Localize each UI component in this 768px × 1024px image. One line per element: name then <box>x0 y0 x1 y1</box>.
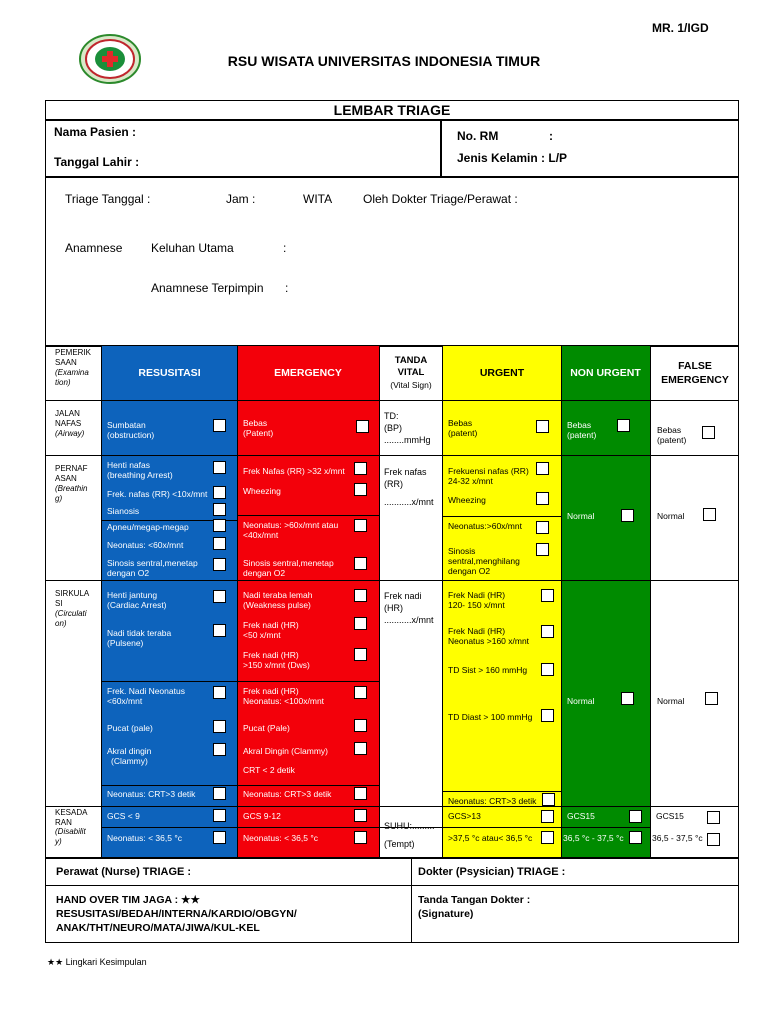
circulation-urgent-diastolic: TD Diast > 100 mmHg <box>448 712 533 722</box>
disability-false-temp: 36,5 - 37,5 °c <box>652 833 703 843</box>
circulation-resus-arrest-checkbox[interactable] <box>213 590 226 603</box>
breathing-urgent-central-cyanosis: Sinosis sentral,menghilang dengan O2 <box>448 546 520 576</box>
main-complaint-colon: : <box>283 241 287 255</box>
circulation-emerg-hr-low: Frek nadi (HR) <50 x/mnt <box>243 620 299 640</box>
breathing-resus-arrest: Henti nafas (breathing Arrest) <box>107 460 173 480</box>
circulation-resus-pale-checkbox[interactable] <box>213 720 226 733</box>
disability-emerg-gcs-checkbox[interactable] <box>354 809 367 822</box>
circulation-emerg-neonatus: Frek nadi (HR) Neonatus: <100x/mnt <box>243 686 325 706</box>
disability-false-gcs-checkbox[interactable] <box>707 811 720 824</box>
document-code: MR. 1/IGD <box>652 21 709 35</box>
circulation-emerg-neonatus-crt-checkbox[interactable] <box>354 787 367 800</box>
breathing-urgent-neonatus-checkbox[interactable] <box>536 521 549 534</box>
circulation-resus-pulseless: Nadi tidak teraba (Pulsene) <box>107 628 172 648</box>
exam-header: PEMERIK SAAN (Examina tion) <box>55 348 92 387</box>
urgent-header: URGENT <box>479 367 525 379</box>
airway-emerg-checkbox[interactable] <box>356 420 369 433</box>
circulation-label: SIRKULA SI (Circulati on) <box>55 589 90 628</box>
breathing-urgent-central-cyanosis-checkbox[interactable] <box>536 543 549 556</box>
triage-date-label: Triage Tanggal : <box>65 192 151 206</box>
breathing-false-text: Normal <box>657 511 685 521</box>
rm-colon: : <box>549 129 553 143</box>
disability-emerg-temp-checkbox[interactable] <box>354 831 367 844</box>
disability-vital-text: SUHU:......... (Tempt) <box>384 821 435 849</box>
breathing-label: PERNAF ASAN (Breathin g) <box>55 464 88 503</box>
disability-false-temp-checkbox[interactable] <box>707 833 720 846</box>
hospital-name: RSU WISATA UNIVERSITAS INDONESIA TIMUR <box>227 53 541 69</box>
disability-nonurgent-temp: 36,5 °c - 37,5 °c <box>563 833 624 843</box>
circulation-resus-pulseless-checkbox[interactable] <box>213 624 226 637</box>
breathing-nonurgent-checkbox[interactable] <box>621 509 634 522</box>
disability-resus-temp: Neonatus: < 36,5 °c <box>107 833 182 843</box>
disability-urgent-temp-checkbox[interactable] <box>541 831 554 844</box>
disability-false-gcs: GCS15 <box>656 811 684 821</box>
breathing-urgent-wheezing-checkbox[interactable] <box>536 492 549 505</box>
resuscitation-header: RESUSITASI <box>138 367 201 379</box>
circulation-urgent-crt: Neonatus: CRT>3 detik <box>448 796 537 806</box>
main-complaint-label: Keluhan Utama <box>151 241 234 255</box>
breathing-emerg-wheezing-checkbox[interactable] <box>354 483 367 496</box>
breathing-emerg-central-cyanosis-checkbox[interactable] <box>354 557 367 570</box>
circulation-resus-crt: Neonatus: CRT>3 detik <box>107 789 196 799</box>
breathing-urgent-neonatus: Neonatus:>60x/mnt <box>448 521 522 531</box>
breathing-resus-central-cyanosis-checkbox[interactable] <box>213 558 226 571</box>
anamnese-label: Anamnese <box>65 241 123 255</box>
airway-urgent-checkbox[interactable] <box>536 420 549 433</box>
gender-label: Jenis Kelamin : L/P <box>457 151 568 165</box>
airway-nonurgent-checkbox[interactable] <box>617 419 630 432</box>
patient-name-label: Nama Pasien : <box>54 125 137 139</box>
circulation-urgent-diastolic-checkbox[interactable] <box>541 709 554 722</box>
disability-urgent-gcs: GCS>13 <box>448 811 481 821</box>
time-label: Jam : <box>226 192 256 206</box>
circulation-resus-clammy: Akral dingin (Clammy) <box>107 746 152 766</box>
disability-urgent-temp: >37,5 °c atau< 36,5 °c <box>448 833 533 843</box>
doctor-triage-label: Dokter (Psysician) TRIAGE : <box>418 866 566 878</box>
breathing-urgent-wheezing: Wheezing <box>448 495 486 505</box>
circulation-emerg-clammy: Akral Dingin (Clammy) <box>243 746 329 756</box>
breathing-urgent-rr-checkbox[interactable] <box>536 462 549 475</box>
circulation-resus-neonatus-checkbox[interactable] <box>213 686 226 699</box>
circulation-urgent-hr: Frek Nadi (HR) 120- 150 x/mnt <box>448 590 506 610</box>
circulation-emerg-crt: CRT < 2 detik <box>243 765 295 775</box>
circulation-emerg-clammy-checkbox[interactable] <box>354 742 367 755</box>
circulation-false-text: Normal <box>657 696 685 706</box>
footnote: ★★ Lingkari Kesimpulan <box>47 957 147 967</box>
disability-resus-gcs: GCS < 9 <box>107 811 140 821</box>
circulation-emerg-weak-pulse: Nadi teraba lemah (Weakness pulse) <box>243 590 313 610</box>
circulation-false-checkbox[interactable] <box>705 692 718 705</box>
breathing-nonurgent-text: Normal <box>567 511 595 521</box>
guided-anamnese-label: Anamnese Terpimpin <box>151 281 264 295</box>
airway-emerg-text: Bebas (Patent) <box>243 418 274 438</box>
breathing-emerg-wheezing: Wheezing <box>243 486 281 496</box>
airway-resus-checkbox[interactable] <box>213 419 226 432</box>
guided-anamnese-colon: : <box>285 281 289 295</box>
breathing-emerg-neonatus-checkbox[interactable] <box>354 519 367 532</box>
circulation-urgent-crt-checkbox[interactable] <box>542 793 555 806</box>
disability-emerg-gcs: GCS 9-12 <box>243 811 281 821</box>
circulation-resus-pale: Pucat (pale) <box>107 723 153 733</box>
disability-emerg-temp: Neonatus: < 36,5 °c <box>243 833 318 843</box>
circulation-resus-crt-checkbox[interactable] <box>213 787 226 800</box>
disability-resus-gcs-checkbox[interactable] <box>213 809 226 822</box>
breathing-resus-rr-checkbox[interactable] <box>213 486 226 499</box>
airway-nonurgent-text: Bebas (patent) <box>567 420 597 440</box>
nurse-triage-label: Perawat (Nurse) TRIAGE : <box>56 866 192 878</box>
breathing-emerg-rr-checkbox[interactable] <box>354 462 367 475</box>
circulation-emerg-hr-high: Frek nadi (HR) >150 x/mnt (Dws) <box>243 650 310 670</box>
breathing-resus-arrest-checkbox[interactable] <box>213 461 226 474</box>
disability-nonurgent-gcs-checkbox[interactable] <box>629 810 642 823</box>
airway-false-checkbox[interactable] <box>702 426 715 439</box>
non-urgent-header: NON URGENT <box>570 367 641 379</box>
airway-label: JALAN NAFAS (Airway) <box>55 409 85 438</box>
breathing-emerg-neonatus: Neonatus: >60x/mnt atau <40x/mnt <box>243 520 339 540</box>
circulation-urgent-neonatus: Frek Nadi (HR) Neonatus >160 x/mnt <box>448 626 530 646</box>
breathing-resus-apneu-checkbox[interactable] <box>213 519 226 532</box>
vital-sign-header: TANDA VITAL (Vital Sign) <box>390 355 432 390</box>
circulation-nonurgent-text: Normal <box>567 696 595 706</box>
form-title: LEMBAR TRIAGE <box>333 102 451 118</box>
breathing-resus-cyanosis-checkbox[interactable] <box>213 503 226 516</box>
breathing-resus-central-cyanosis: Sinosis sentral,menetap dengan O2 <box>107 558 198 578</box>
disability-resus-temp-checkbox[interactable] <box>213 831 226 844</box>
doctor-signature: Tanda Tangan Dokter : (Signature) <box>418 894 531 920</box>
breathing-urgent-rr: Frekuensi nafas (RR) 24-32 x/mnt <box>448 466 529 486</box>
handover-text: HAND OVER TIM JAGA : ★★ RESUSITASI/BEDAH/INTERNA/KARDIO/OBGYN/ ANAK/THT/NEURO/MATA/JIWA/KUL-KEL <box>56 894 297 934</box>
timezone-label: WITA <box>303 192 333 206</box>
false-emergency-header: FALSE EMERGENCY <box>661 360 729 386</box>
circulation-emerg-pale-checkbox[interactable] <box>354 719 367 732</box>
rm-label: No. RM <box>457 129 499 143</box>
circulation-emerg-hr-low-checkbox[interactable] <box>354 617 367 630</box>
disability-urgent-gcs-checkbox[interactable] <box>541 810 554 823</box>
circulation-resus-neonatus: Frek. Nadi Neonatus <60x/mnt <box>107 686 185 706</box>
breathing-resus-apneu: Apneu/megap-megap <box>107 522 189 532</box>
circulation-emerg-weak-pulse-checkbox[interactable] <box>354 589 367 602</box>
breathing-resus-rr: Frek. nafas (RR) <10x/mnt <box>107 489 208 499</box>
triage-staff-label: Oleh Dokter Triage/Perawat : <box>363 192 518 206</box>
circulation-resus-clammy-checkbox[interactable] <box>213 743 226 756</box>
emergency-header: EMERGENCY <box>274 367 342 379</box>
breathing-emerg-rr: Frek Nafas (RR) >32 x/mnt <box>243 466 345 476</box>
breathing-false-checkbox[interactable] <box>703 508 716 521</box>
disability-label: KESADA RAN (Disabilit y) <box>55 808 88 846</box>
circulation-emerg-neonatus-checkbox[interactable] <box>354 686 367 699</box>
circulation-urgent-neonatus-checkbox[interactable] <box>541 625 554 638</box>
circulation-vital-text: Frek nadi (HR) ...........x/mnt <box>384 591 434 625</box>
circulation-emerg-neonatus-crt: Neonatus: CRT>3 detik <box>243 789 332 799</box>
airway-urgent-text: Bebas (patent) <box>448 418 478 438</box>
circulation-urgent-systolic: TD Sist > 160 mmHg <box>448 665 528 675</box>
disability-nonurgent-gcs: GCS15 <box>567 811 595 821</box>
airway-false-text: Bebas (patent) <box>657 425 687 445</box>
circulation-urgent-hr-checkbox[interactable] <box>541 589 554 602</box>
disability-nonurgent-temp-checkbox[interactable] <box>629 831 642 844</box>
breathing-emerg-central-cyanosis: Sinosis sentral,menetap dengan O2 <box>243 558 334 578</box>
circulation-emerg-pale: Pucat (Pale) <box>243 723 290 733</box>
circulation-urgent-systolic-checkbox[interactable] <box>541 663 554 676</box>
circulation-nonurgent-checkbox[interactable] <box>621 692 634 705</box>
airway-vital-text: TD: (BP) ........mmHg <box>384 411 431 445</box>
circulation-resus-arrest: Henti jantung (Cardiac Arrest) <box>107 590 167 610</box>
airway-resus-text: Sumbatan (obstruction) <box>107 420 155 440</box>
dob-label: Tanggal Lahir : <box>54 155 140 169</box>
breathing-resus-neonatus: Neonatus: <60x/mnt <box>107 540 184 550</box>
breathing-resus-cyanosis: Sianosis <box>107 506 140 516</box>
breathing-resus-neonatus-checkbox[interactable] <box>213 537 226 550</box>
circulation-emerg-hr-high-checkbox[interactable] <box>354 648 367 661</box>
breathing-vital-text: Frek nafas (RR) ...........x/mnt <box>384 467 434 507</box>
